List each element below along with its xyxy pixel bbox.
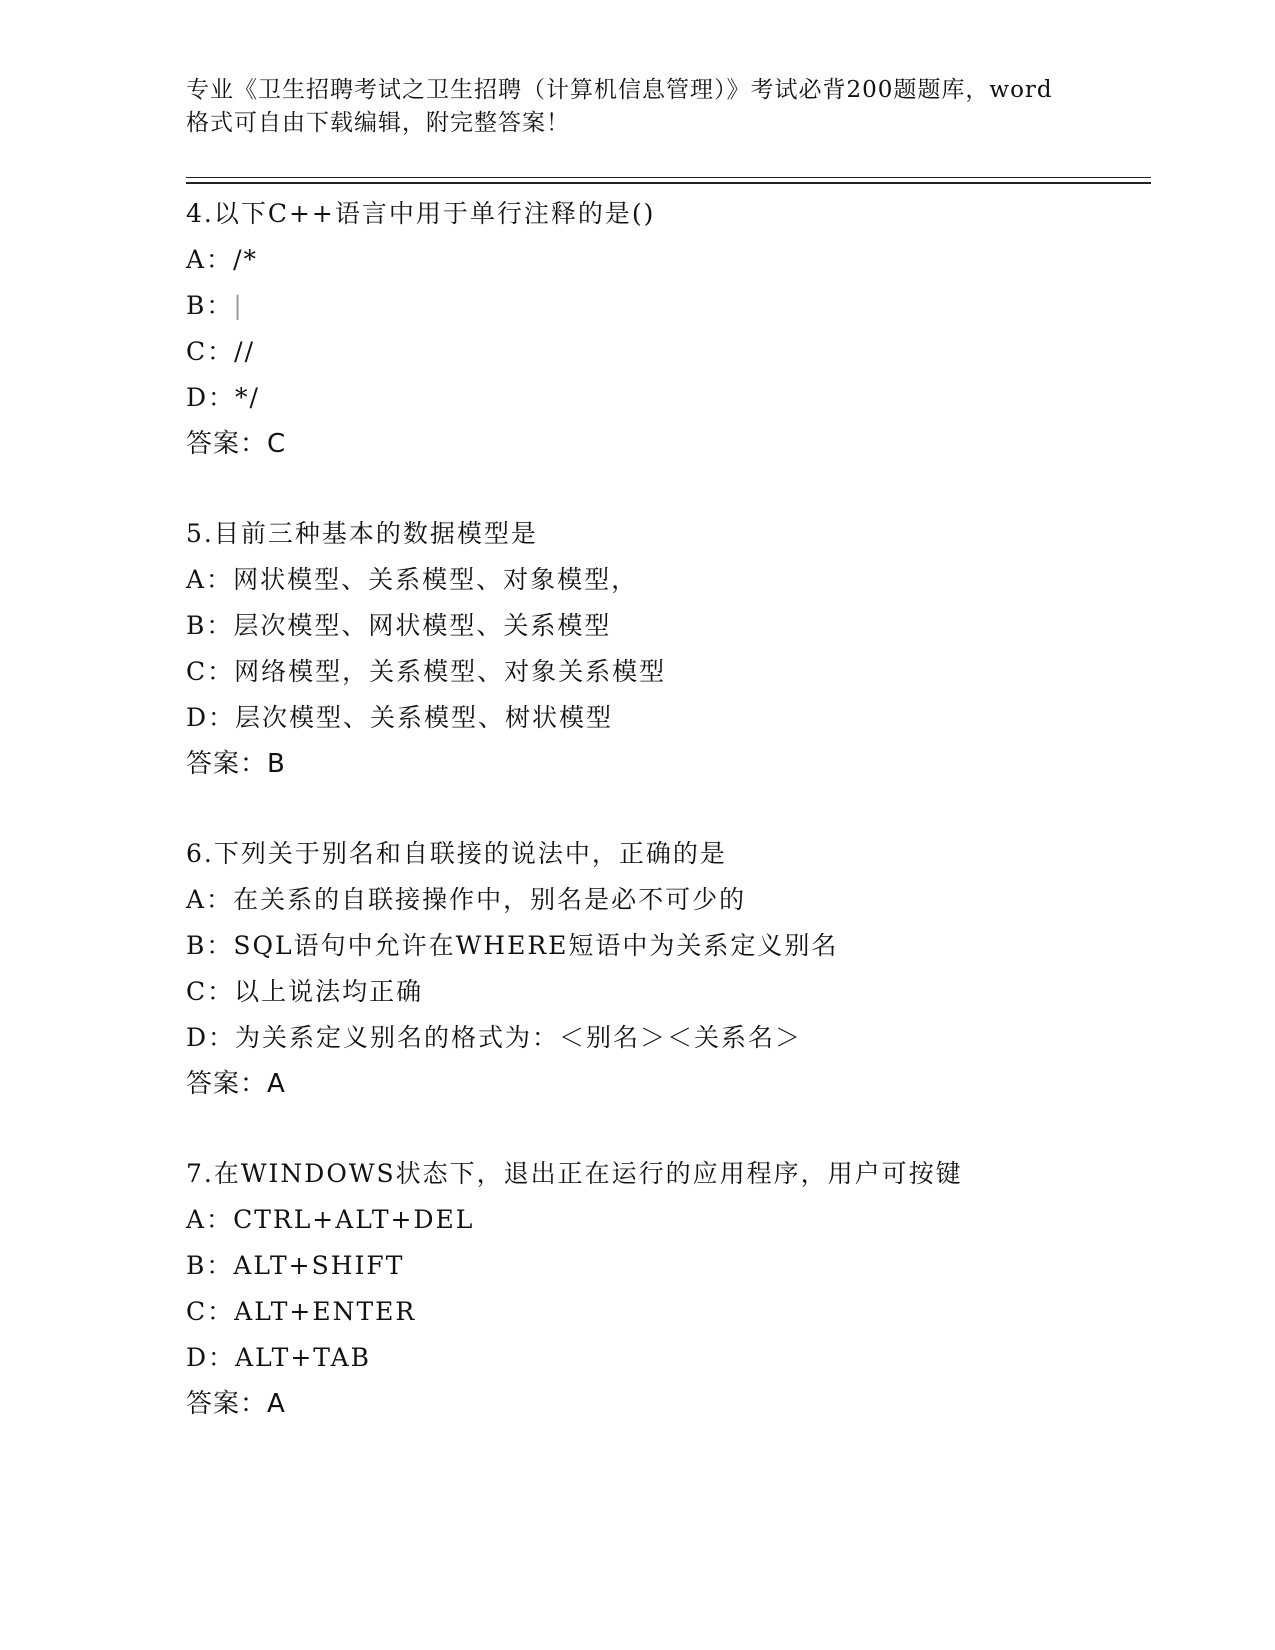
option-label: B： bbox=[186, 611, 234, 640]
option-text: | bbox=[233, 291, 244, 320]
option-label: C： bbox=[186, 977, 235, 1006]
option-c bbox=[186, 329, 1146, 375]
answer-line bbox=[186, 741, 1146, 787]
answer-value: A bbox=[267, 1389, 286, 1419]
document-header bbox=[186, 74, 1086, 140]
option-a bbox=[186, 557, 1146, 603]
question-5 bbox=[186, 511, 1146, 787]
answer-label: 答案： bbox=[186, 429, 268, 459]
option-label: C： bbox=[186, 657, 235, 686]
answer-label: 答案： bbox=[186, 749, 268, 779]
question-stem: 7.在WINDOWS状态下，退出正在运行的应用程序，用户可按键 bbox=[186, 1159, 963, 1188]
option-d bbox=[186, 695, 1146, 741]
option-a bbox=[186, 1197, 1146, 1243]
option-label: D： bbox=[186, 383, 236, 412]
option-d bbox=[186, 1015, 1146, 1061]
option-text: ALT+TAB bbox=[235, 1343, 372, 1372]
option-text: CTRL+ALT+DEL bbox=[233, 1205, 475, 1234]
answer-label: 答案： bbox=[186, 1069, 268, 1099]
option-b bbox=[186, 603, 1146, 649]
option-text: // bbox=[234, 337, 255, 366]
answer-value: C bbox=[267, 429, 287, 459]
option-label: D： bbox=[186, 1343, 236, 1372]
header-divider-thin bbox=[186, 177, 1151, 178]
answer-label: 答案： bbox=[186, 1389, 268, 1419]
question-stem: 6.下列关于别名和自联接的说法中，正确的是 bbox=[186, 839, 727, 868]
option-label: B： bbox=[186, 931, 234, 960]
answer-line bbox=[186, 1061, 1146, 1107]
option-label: D： bbox=[186, 703, 236, 732]
option-label: A： bbox=[186, 1205, 234, 1234]
option-text: /* bbox=[233, 245, 258, 274]
header-line-1: 专业《卫生招聘考试之卫生招聘（计算机信息管理）》考试必背200题题库，word bbox=[186, 77, 1053, 103]
answer-line bbox=[186, 1381, 1146, 1427]
option-text: 层次模型、网状模型、关系模型 bbox=[233, 611, 612, 640]
option-label: A： bbox=[186, 565, 234, 594]
option-text: 层次模型、关系模型、树状模型 bbox=[235, 703, 614, 732]
option-label: C： bbox=[186, 337, 235, 366]
answer-line bbox=[186, 421, 1146, 467]
question-6 bbox=[186, 831, 1146, 1107]
header-divider-thick bbox=[186, 182, 1151, 184]
option-label: B： bbox=[186, 1251, 234, 1280]
option-text: 网络模型，关系模型、对象关系模型 bbox=[234, 657, 667, 686]
option-d bbox=[186, 1335, 1146, 1381]
option-text: 在关系的自联接操作中，别名是必不可少的 bbox=[233, 885, 747, 914]
option-c bbox=[186, 649, 1146, 695]
question-list bbox=[186, 191, 1146, 1471]
option-b bbox=[186, 283, 1146, 329]
option-text: 为关系定义别名的格式为：＜别名＞＜关系名＞ bbox=[235, 1023, 803, 1052]
option-text: ALT+SHIFT bbox=[233, 1251, 405, 1280]
option-label: A： bbox=[186, 245, 234, 274]
option-text: 以上说法均正确 bbox=[234, 977, 424, 1006]
answer-value: A bbox=[267, 1069, 286, 1099]
option-label: C： bbox=[186, 1297, 235, 1326]
option-text: SQL语句中允许在WHERE短语中为关系定义别名 bbox=[233, 931, 839, 960]
answer-value: B bbox=[267, 749, 286, 779]
question-stem: 5.目前三种基本的数据模型是 bbox=[186, 519, 538, 548]
question-stem: 4.以下C++语言中用于单行注释的是() bbox=[186, 199, 656, 228]
option-label: B： bbox=[186, 291, 234, 320]
option-c bbox=[186, 1289, 1146, 1335]
option-b bbox=[186, 923, 1146, 969]
option-label: A： bbox=[186, 885, 234, 914]
option-d bbox=[186, 375, 1146, 421]
header-line-2: 格式可自由下载编辑，附完整答案！ bbox=[186, 110, 570, 136]
option-a bbox=[186, 237, 1146, 283]
option-b bbox=[186, 1243, 1146, 1289]
option-text: */ bbox=[235, 383, 260, 412]
question-4 bbox=[186, 191, 1146, 467]
option-a bbox=[186, 877, 1146, 923]
option-label: D： bbox=[186, 1023, 236, 1052]
option-text: 网状模型、关系模型、对象模型， bbox=[233, 565, 639, 594]
question-7 bbox=[186, 1151, 1146, 1427]
option-c bbox=[186, 969, 1146, 1015]
option-text: ALT+ENTER bbox=[234, 1297, 417, 1326]
